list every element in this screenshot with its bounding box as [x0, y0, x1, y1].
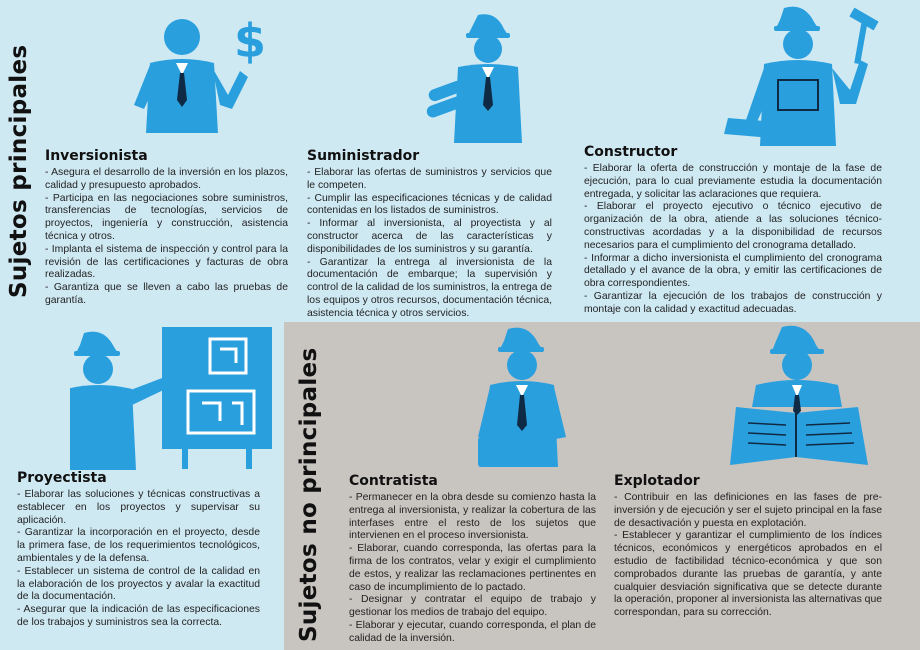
contratista-block	[349, 473, 596, 646]
constructor-title: Constructor	[584, 144, 678, 160]
label-sujetos-principales: Sujetos principales	[6, 44, 32, 298]
supplier-blueprints-icon	[420, 5, 550, 145]
contractor-icon	[470, 325, 580, 470]
inversionista-title: Inversionista	[45, 148, 148, 164]
proyectista-title: Proyectista	[17, 470, 107, 486]
constructor-block	[584, 144, 882, 317]
explotador-title: Explotador	[614, 473, 700, 489]
proyectista-text: - Elaborar las soluciones y técnicas constructivas a establecer en los proyectos y supervisar su aplicación. - Garantizar la incorporación en el proyecto, desde la primera fase, de los requerimientos tecnológicos, ambientales y de la defensa. - Establecer un sistema de control de la calidad en la elaboración de los proyectos y avalar la exactitud de la documentación. - Asegurar que la indicación de las especificaciones de los trabajos y suministros sea la correcta.	[17, 489, 260, 628]
operator-reading-icon	[730, 325, 880, 470]
proyectista-block	[17, 470, 260, 630]
inversionista-block	[45, 148, 288, 308]
constructor-text: - Elaborar la oferta de construcción y montaje de la fase de ejecución, para lo cual previamente estudia la documentación entregada, y solicitar las aclaraciones que requiera. - Elaborar el proyecto ejecutivo o técnico ejecutivo de organización de la obra, atiende a las soluciones técnico-constructivas acordadas y a la disponibilidad de recursos necesarios para el cumplimiento del cronograma detallado. - Informar a dicho inversionista el cumplimiento del cronograma detallado y el avance de la obra, y emitir las certificaciones de obra correspondientes. - Garantizar la ejecución de los trabajos de construcción y montaje con la calidad y exactitud adecuadas.	[584, 163, 882, 315]
svg-text:$: $	[234, 14, 267, 68]
label-sujetos-no-principales: Sujetos no principales	[296, 347, 322, 642]
designer-board-icon	[70, 325, 280, 470]
builder-hammer-icon	[720, 0, 890, 150]
suministrador-text: - Elaborar las ofertas de suministros y servicios que le competen. - Cumplir las especificaciones técnicas y de calidad contenidas en los listados de suministros. - Informar al inversionista, al proyectista y al constructor acerca de las características y disponibilidades de los suministros y su garantía. - Garantizar la entrega al inversionista de la documentación de embarque; la supervisión y control de la calidad de los suministros, la entrega de los equipos y otros recursos, documentación técnica, asistencia técnica y otros servicios.	[307, 167, 552, 319]
investor-dollar-icon	[120, 5, 280, 145]
inversionista-text: - Asegura el desarrollo de la inversión en los plazos, calidad y presupuesto aprobados. - Participa en las negociaciones sobre suministros, transferencias de tecnologías, servicios de proyectos, ingeniería y construcción, asistencia técnica y otros. - Implanta el sistema de inspección y control para la revisión de las certificaciones y facturas de obra realizadas. - Garantiza que se lleven a cabo las pruebas de garantía.	[45, 167, 288, 306]
explotador-block	[614, 473, 882, 620]
contratista-text: - Permanecer en la obra desde su comienzo hasta la entrega al inversionista, y realizar la cobertura de las interfases entre el resto de los sujetos que intervienen en el proceso inversionista. - Elaborar, cuando corresponda, las ofertas para la firma de los contratos, velar y exigir el cumplimiento de estos, y realizar las reclamaciones pertinentes en caso de incumplimiento de lo pactado. - Designar y contratar el equipo de trabajo y gestionar los medios de trabajo del equipo. - Elaborar y ejecutar, cuando corresponda, el plan de calidad de la inversión.	[349, 492, 596, 644]
suministrador-title: Suministrador	[307, 148, 420, 164]
contratista-title: Contratista	[349, 473, 438, 489]
suministrador-block	[307, 148, 552, 321]
explotador-text: - Contribuir en las definiciones en las fases de pre-inversión y de ejecución y ser el sujeto principal en la fase de desactivación y puesta en explotación. - Establecer y garantizar el cumplimiento de los índices técnicos, económicos y energéticos aprobados en el estudio de factibilidad técnico-económica y que son comprobados durante las pruebas de garantía, y ante cualquier desviación significativa que se detecte durante la operación, proponer al inversionista las alternativas que correspondan, para su corrección.	[614, 492, 883, 619]
